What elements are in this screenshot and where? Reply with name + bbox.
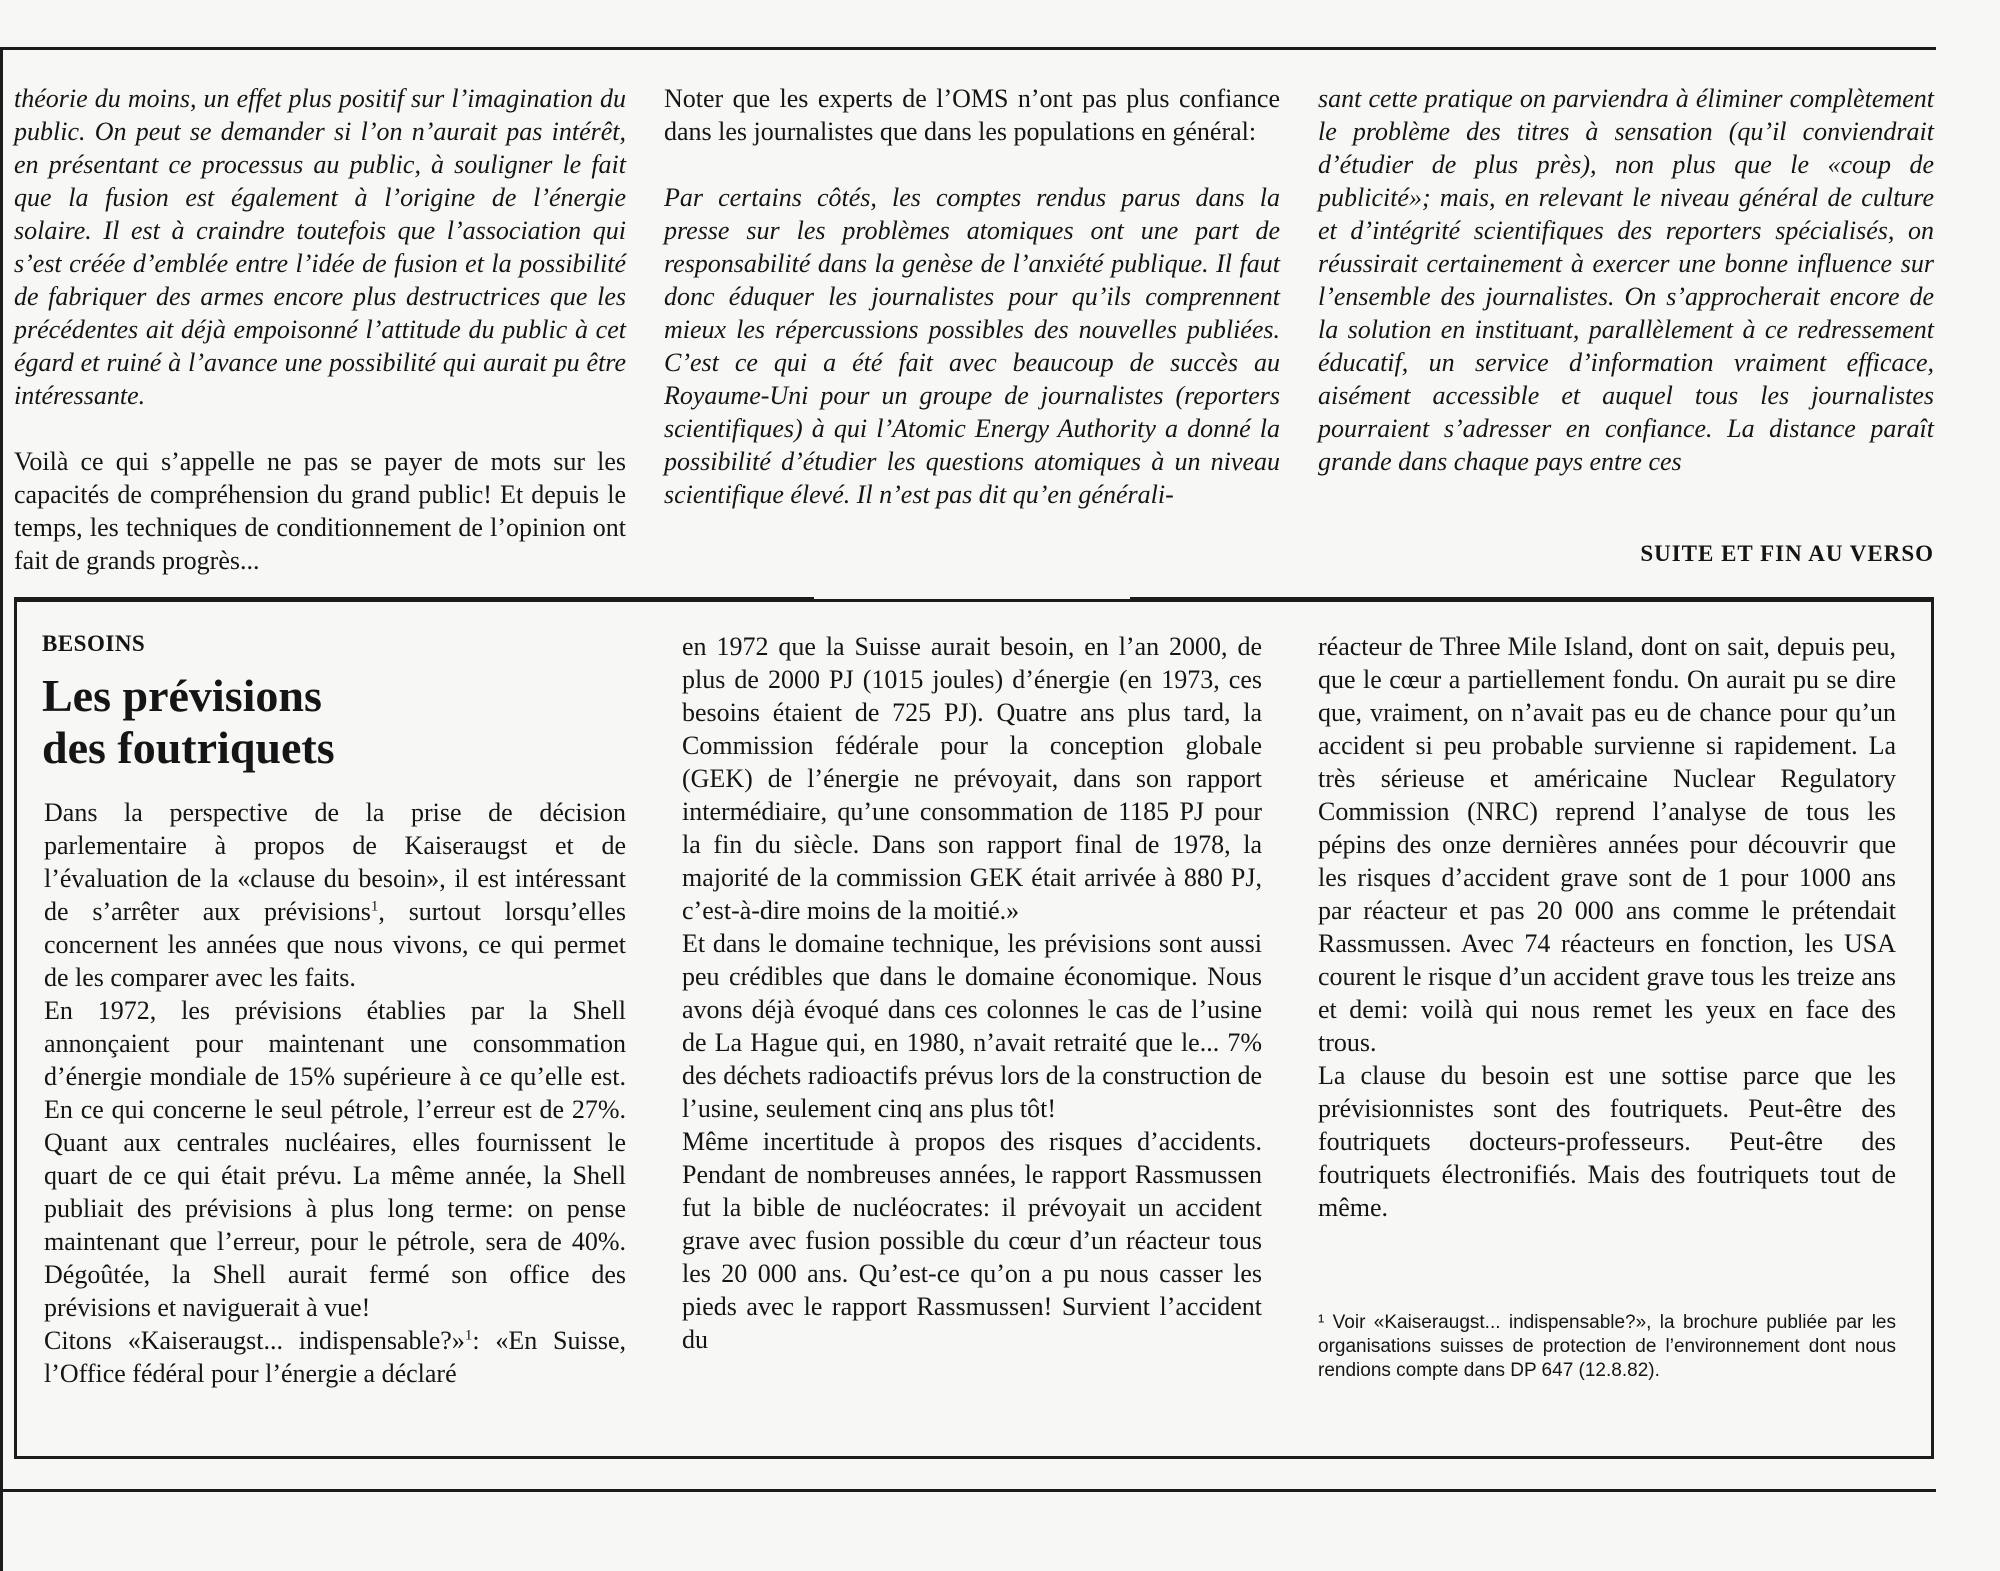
bottom-rule [0,1489,1936,1492]
article-col1-p1-text: Dans la perspective de la prise de décision parlementaire à propos de Kaiseraugst et de l’évaluation de la «clause du besoin», il est intéressant de s’arrêter aux prévisions [44,798,626,926]
top-col2-intro: Noter que les experts de l’OMS n’ont pas plus confiance dans les journalistes que dans les populations en général: [664,84,1280,146]
headline-line-2: des foutriquets [42,722,335,773]
top-col1-paragraph-2: Voilà ce qui s’appelle ne pas se payer de mots sur les capacités de compréhension du grand public! Et depuis le temps, les techniques de conditionnement de l’opinion ont fait de grands progrès... [14,447,626,575]
article-col1-paragraph-2: En 1972, les prévisions établies par la Shell annonçaient pour maintenant une consommation d’énergie mondiale de 15% supérieure à ce qu’elle est. En ce qui concerne le seul pétrole, l’erreur est de 27%. Quant aux centrales nucléaires, elles fournissent le quart de ce qui était prévu. La même année, la Shell publiait des prévisions à plus long terme: on pense maintenant que l’erreur, pour le pétrole, sera de 40%. Dégoûtée, la Shell aurait fermé son office des prévisions et naviguerait à vue! [44,996,626,1322]
article-col2-paragraph-3: Même incertitude à propos des risques d’accidents. Pendant de nombreuses années, le rapport Rassmussen fut la bible de nucléocrates: il prévoyait un accident grave avec fusion possible du cœur d’un réacteur tous les 20 000 ans. Qu’est-ce qu’on a pu nous casser les pieds avec le rapport Rassmussen! Survient l’accident du [682,1127,1262,1354]
top-column-1-roman [14,445,626,577]
footnote-ref: 1 [370,898,379,915]
article-col3-paragraph-2: La clause du besoin est une sottise parce que les prévisionnistes sont des foutriquets. Peut-être des foutriquets docteurs-professeurs. Peut-être des foutriquets électronifiés. Mais des foutriquets tout de même. [1318,1061,1896,1222]
article-column-3 [1318,630,1896,1224]
top-column-1 [14,82,626,412]
top-col1-paragraph-1: théorie du moins, un effet plus positif sur l’imagination du public. On peut se demander si l’on n’aurait pas intérêt, en présentant ce processus au public, à souligner le fait que la fusion est également à l’origine de l’énergie solaire. Il est à craindre toutefois que l’association qui s’est créée d’emblée entre l’idée de fusion et la possibilité de fabriquer des armes encore plus destructrices que les précédentes ait déjà empoisonné l’attitude du public à cet égard et ruiné à l’avance une possibilité qui aurait pu être intéressante. [14,84,626,410]
article-col1-p1-text-end: , surtout lorsqu’elles concernent les années que nous vivons, ce qui permet de les comparer avec les faits. [44,897,626,992]
article-kicker: BESOINS [42,631,146,656]
top-col2-quote: Par certains côtés, les comptes rendus parus dans la presse sur les problèmes atomiques ont une part de responsabilité dans la genèse de l’anxiété publique. Il faut donc éduquer les journalistes pour qu’ils comprennent mieux les répercussions possibles des nouvelles publiées. C’est ce qui a été fait avec beaucoup de succès au Royaume-Uni pour un groupe de journalistes (reporters scientifiques) à qui l’Atomic Energy Authority a donné la possibilité d’étudier les questions atomiques à un niveau scientifique élevé. Il n’est pas dit qu’en générali- [664,183,1280,509]
top-rule [0,47,1936,50]
article-col1-paragraph-3 [44,1324,626,1390]
top-column-3 [1318,82,1934,478]
article-column-2 [682,630,1262,1356]
article-footnote: ¹ Voir «Kaiseraugst... indispensable?», la brochure publiée par les organisations suisses de protection de l’environnement dont nous rendions compte dans DP 647 (12.8.82). [1318,1312,1896,1381]
article-col1-p3-text-end: : «En Suisse, l’Office fédéral pour l’énergie a déclaré [44,1326,626,1388]
article-col1-paragraph-1 [44,796,626,994]
article-col3-paragraph-1: réacteur de Three Mile Island, dont on sait, depuis peu, que le cœur a partiellement fondu. On aurait pu se dire que, vraiment, on n’avait pas eu de chance pour qu’un accident si peu probable survienne si rapidement. La très sérieuse et américaine Nuclear Regulatory Commission (NRC) reprend l’analyse de tous les pépins des onze dernières années pour découvrir que les risques d’accident grave sont de 1 pour 1000 ans par réacteur et pas 20 000 ans comme le prétendait Rassmussen. Avec 74 réacteurs en fonction, les USA courent le risque d’un accident grave tous les treize ans et demi: voilà qui nous remet les yeux en face des trous. [1318,632,1896,1057]
continuation-notice: SUITE ET FIN AU VERSO [1640,541,1934,566]
top-column-2 [664,82,1280,511]
headline-line-1: Les prévisions [42,670,322,721]
article-col2-paragraph-2: Et dans le domaine technique, les prévisions sont aussi peu crédibles que dans le domaine économique. Nous avons déjà évoqué dans ces colonnes le cas de l’usine de La Hague qui, en 1980, n’avait retraité que le... 7% des déchets radioactifs prévus lors de la construction de l’usine, seulement cinq ans plus tôt! [682,929,1262,1123]
article-headline [42,670,602,774]
article-column-1 [44,796,626,1390]
article-col1-p3-text: Citons «Kaiseraugst... indispensable?» [44,1326,465,1355]
top-col3-quote: sant cette pratique on parviendra à éliminer complètement le problème des titres à sensation (qu’il conviendrait d’étudier de plus près), non plus que le «coup de publicité»; mais, en relevant le niveau général de culture et d’intégrité scientifiques des reporters spécialisés, on réussirait certainement à exercer une bonne influence sur l’ensemble des journalistes. On s’approcherait encore de la solution en instituant, parallèlement à ce redressement éducatif, un service d’information vraiment efficace, aisément accessible et auquel tous les journalistes pourraient s’adresser en confiance. La distance paraît grande dans chaque pays entre ces [1318,84,1934,476]
footnote-ref: 1 [464,1327,473,1344]
left-margin-rule [0,47,3,1571]
article-col2-paragraph-1: en 1972 que la Suisse aurait besoin, en l’an 2000, de plus de 2000 PJ (1015 joules) d’énergie (en 1973, ces besoins étaient de 725 PJ). Quatre ans plus tard, la Commission fédérale pour la conception globale (GEK) de l’énergie ne prévoyait, dans son rapport intermédiaire, qu’une consommation de 1185 PJ pour la fin du siècle. Dans son rapport final de 1978, la majorité de la commission GEK était arrivée à 880 PJ, c’est-à-dire moins de la moitié.» [682,632,1262,925]
